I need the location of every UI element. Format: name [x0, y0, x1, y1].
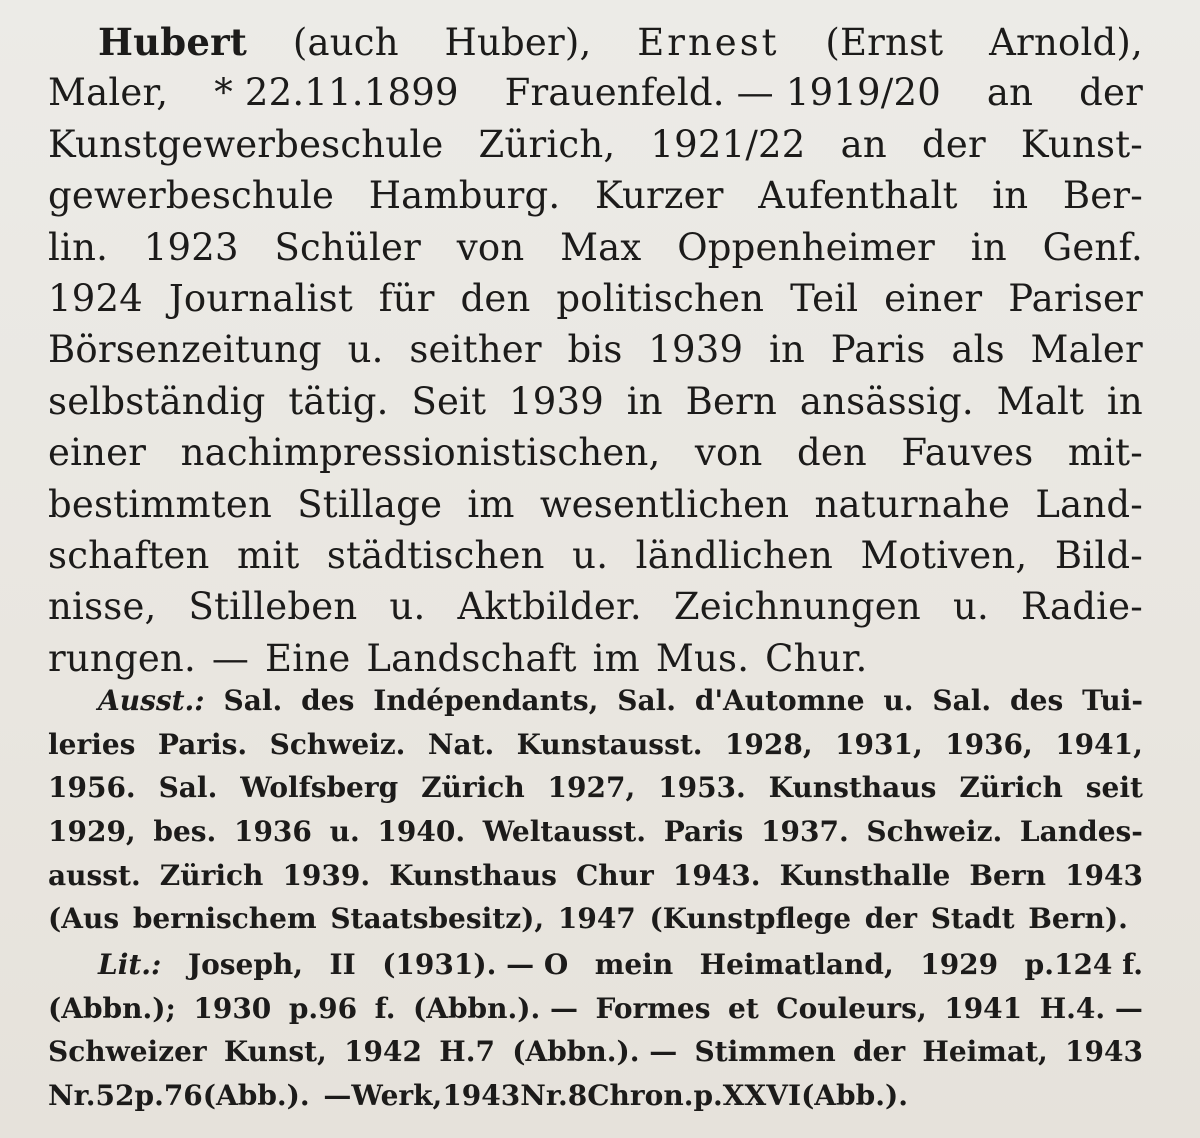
word: d'Automne [694, 684, 865, 717]
text-line [48, 174, 1143, 225]
text-line [48, 637, 1143, 688]
word: Landes- [1019, 815, 1143, 849]
word: (Ernst [825, 21, 944, 64]
word: selbständig [48, 379, 266, 423]
word: an [986, 71, 1034, 115]
text-line [48, 585, 1143, 636]
exhibitions-first-line [48, 684, 1143, 728]
word: 1943. [672, 858, 761, 892]
word: Indépendants, [373, 684, 599, 717]
word: u. [347, 328, 384, 372]
word: 1953. [658, 771, 746, 805]
word: 1923 [143, 225, 239, 269]
given-name: Ernest [637, 21, 780, 64]
word: des [301, 684, 355, 717]
word: Malt [996, 379, 1085, 423]
word: Sal. [617, 684, 676, 717]
word: 1929, [48, 815, 136, 849]
word: des [1010, 684, 1064, 717]
word: Max [560, 225, 642, 269]
word: (Abbn.). — [512, 1035, 678, 1069]
word: der [1079, 71, 1143, 115]
word: wesentlichen [539, 482, 790, 526]
word: Börsenzeitung [48, 328, 322, 372]
word: Zeichnungen [673, 585, 921, 629]
word: f. [374, 991, 396, 1025]
word: u. [883, 684, 914, 717]
word: Stillage [297, 482, 443, 526]
text-line [48, 771, 1143, 815]
word: seither [409, 328, 542, 372]
literature-body [48, 992, 1143, 1123]
word: 1936 [233, 815, 312, 849]
word: rungen. — Eine Landschaft im Mus. Chur. [48, 636, 868, 680]
word: bis [567, 328, 623, 372]
word: (Abb.). — [202, 1079, 352, 1113]
word: Kunst, [223, 1035, 327, 1069]
word: Frauenfeld. — 1919/20 [504, 71, 941, 115]
word: Sal. [932, 684, 992, 717]
entry-body [48, 71, 1143, 688]
word: mit- [1067, 431, 1143, 475]
entry-name: Hubert [98, 20, 248, 64]
word: schaften [48, 533, 210, 577]
text-line [48, 123, 1143, 174]
word: u. [952, 585, 989, 629]
word: in [970, 225, 1007, 269]
word: u. [572, 533, 609, 577]
word: Wolfsberg [240, 771, 399, 805]
text-line [48, 328, 1143, 379]
word: den [460, 276, 531, 320]
word: 1930 [193, 991, 272, 1025]
word: Aktbilder. [457, 585, 642, 629]
word: p.76 [134, 1079, 203, 1113]
word: Formes [595, 991, 711, 1025]
word: Kurzer [594, 174, 724, 218]
literature-label: Lit.: [98, 948, 162, 981]
word: Journalist [168, 276, 353, 320]
word: Motiven, [860, 533, 1028, 577]
word: der [852, 1035, 906, 1069]
text-line [48, 902, 1143, 946]
word: tätig. [288, 379, 389, 423]
word: 1941, [1055, 727, 1143, 761]
word: 1939. [282, 858, 371, 892]
word: Kunstausst. [516, 727, 703, 761]
word: mein [594, 948, 674, 981]
text-line [48, 534, 1143, 585]
word: et [728, 991, 759, 1025]
word: seit [1085, 771, 1143, 805]
word: Chron. [587, 1079, 694, 1113]
word: leries [48, 727, 136, 761]
word: ausst. [48, 858, 141, 892]
text-line [48, 380, 1143, 431]
word: Ber- [1062, 174, 1143, 218]
word: 1943 [1065, 1035, 1143, 1069]
word: den [796, 431, 867, 475]
word: Schüler [274, 225, 422, 269]
word: an [840, 122, 887, 166]
word: Radie- [1021, 585, 1143, 629]
word: Genf. [1042, 225, 1143, 269]
word: Heimatland, [699, 948, 894, 981]
word: naturnahe [814, 482, 1011, 526]
word: Stimmen [694, 1035, 836, 1069]
word: 1927, [547, 771, 636, 805]
word: p.96 [288, 991, 358, 1025]
word: 1941 [944, 991, 1023, 1025]
word: u. [389, 585, 426, 629]
word: Pariser [1008, 276, 1143, 320]
word: 1939 [508, 379, 604, 423]
text-line [48, 1079, 1143, 1123]
word: Schweizer [48, 1035, 207, 1069]
word: Couleurs, [776, 991, 927, 1025]
word: 1936, [945, 727, 1033, 761]
word: in [1106, 379, 1143, 423]
word: bestimmten [48, 482, 273, 526]
word: politischen [556, 276, 765, 320]
word: Zürich [159, 858, 264, 892]
word: Teil [790, 276, 859, 320]
text-line [48, 1035, 1143, 1079]
word: Land- [1035, 482, 1143, 526]
text-line [48, 728, 1143, 772]
word: in [626, 379, 663, 423]
word: Kunsthalle [779, 858, 951, 892]
word: 1929 [920, 948, 999, 981]
biography-entry [48, 20, 1143, 688]
word: Zürich [421, 771, 525, 805]
word: 1943 [1065, 858, 1143, 892]
word: Joseph, [187, 948, 304, 981]
word: p.124 f. [1024, 948, 1143, 981]
word: einer [884, 276, 983, 320]
word: Kunsthaus [768, 771, 937, 805]
word: in [992, 174, 1029, 218]
exhibitions-section [48, 684, 1143, 946]
word: Nr.52 [48, 1079, 135, 1113]
word: II [329, 948, 356, 981]
word: Kunstgewerbeschule [48, 122, 444, 166]
word: Huber), [444, 21, 592, 64]
word: Seit [411, 379, 487, 423]
word: Bild- [1054, 533, 1143, 577]
word: für [378, 276, 435, 320]
text-line [48, 815, 1143, 859]
word: nachimpressionistischen, [180, 431, 661, 475]
word: nisse, [48, 585, 157, 629]
word: lin. [48, 225, 109, 269]
word: Nr.8 [520, 1079, 588, 1113]
word: Aufenthalt [758, 174, 958, 218]
word: Bern [685, 379, 778, 423]
word: 1939 [648, 328, 744, 372]
word: u. [329, 815, 360, 849]
word: Heimat, [922, 1035, 1048, 1069]
word: Zürich [959, 771, 1063, 805]
word: 1931, [835, 727, 923, 761]
word: Kunst- [1020, 122, 1143, 166]
word: 1937. [761, 815, 849, 849]
word: gewerbeschule [48, 174, 335, 218]
word: der [921, 122, 986, 166]
word: ländlichen [635, 533, 834, 577]
word: Sal. [158, 771, 218, 805]
word: (Abb.). [801, 1079, 908, 1113]
word: Schweiz. [866, 815, 1003, 849]
exhibitions-label: Ausst.: [98, 684, 205, 717]
word: Oppenheimer [677, 225, 936, 269]
word: Chur [576, 858, 654, 892]
word: H.7 [439, 1035, 495, 1069]
word: ansässig. [799, 379, 974, 423]
word: Bern [969, 858, 1046, 892]
word: Kunsthaus [389, 858, 557, 892]
word: * 22.11.1899 [214, 71, 459, 115]
word: Nat. [427, 727, 495, 761]
word: Schweiz. [269, 727, 406, 761]
word: Paris [830, 328, 926, 372]
word: einer [48, 431, 147, 475]
word: (Abbn.). — [412, 991, 578, 1025]
word: 1940. [377, 815, 466, 849]
word: (Aus bernischem Staatsbesitz), 1947 (Kunstpflege der Stadt Bern). [48, 902, 1128, 936]
exhibitions-body [48, 728, 1143, 946]
word: mit [237, 533, 300, 577]
text-line [48, 859, 1143, 903]
word: (Abbn.); [48, 991, 176, 1025]
word: Fauves [901, 431, 1034, 475]
word: 1956. [48, 771, 136, 805]
word: (auch [292, 21, 399, 64]
word: Arnold), [989, 21, 1143, 64]
word: Maler [1030, 328, 1143, 372]
word: bes. [153, 815, 217, 849]
text-line [48, 277, 1143, 328]
literature-section [48, 948, 1143, 1123]
word: von [456, 225, 525, 269]
word: 1942 [344, 1035, 423, 1069]
word: Weltausst. [482, 815, 647, 849]
word: als [951, 328, 1005, 372]
word: Zürich, [478, 122, 616, 166]
word: Maler, [48, 71, 169, 115]
word: in [768, 328, 806, 372]
word: Werk, [351, 1079, 443, 1113]
word: Paris [663, 815, 744, 849]
word: Paris. [157, 727, 248, 761]
word: 1928, [724, 727, 813, 761]
word: 1943 [442, 1079, 521, 1113]
text-line [48, 992, 1143, 1036]
word: Tui- [1082, 684, 1143, 717]
word: H.4. — [1039, 991, 1143, 1025]
word: 1924 [48, 276, 143, 320]
word: 1921/22 [650, 122, 806, 166]
word: p.XXVI [693, 1079, 802, 1113]
text-line [48, 226, 1143, 277]
word: städtischen [326, 533, 545, 577]
word: im [467, 482, 515, 526]
word: (1931). — O [382, 948, 569, 981]
word: Sal. [223, 684, 283, 717]
literature-first-line [48, 948, 1143, 992]
word: Stilleben [188, 585, 358, 629]
entry-heading-line [48, 20, 1143, 71]
text-line [48, 71, 1143, 122]
text-line [48, 431, 1143, 482]
word: Hamburg. [368, 174, 561, 218]
text-line [48, 483, 1143, 534]
word: von [694, 431, 763, 475]
